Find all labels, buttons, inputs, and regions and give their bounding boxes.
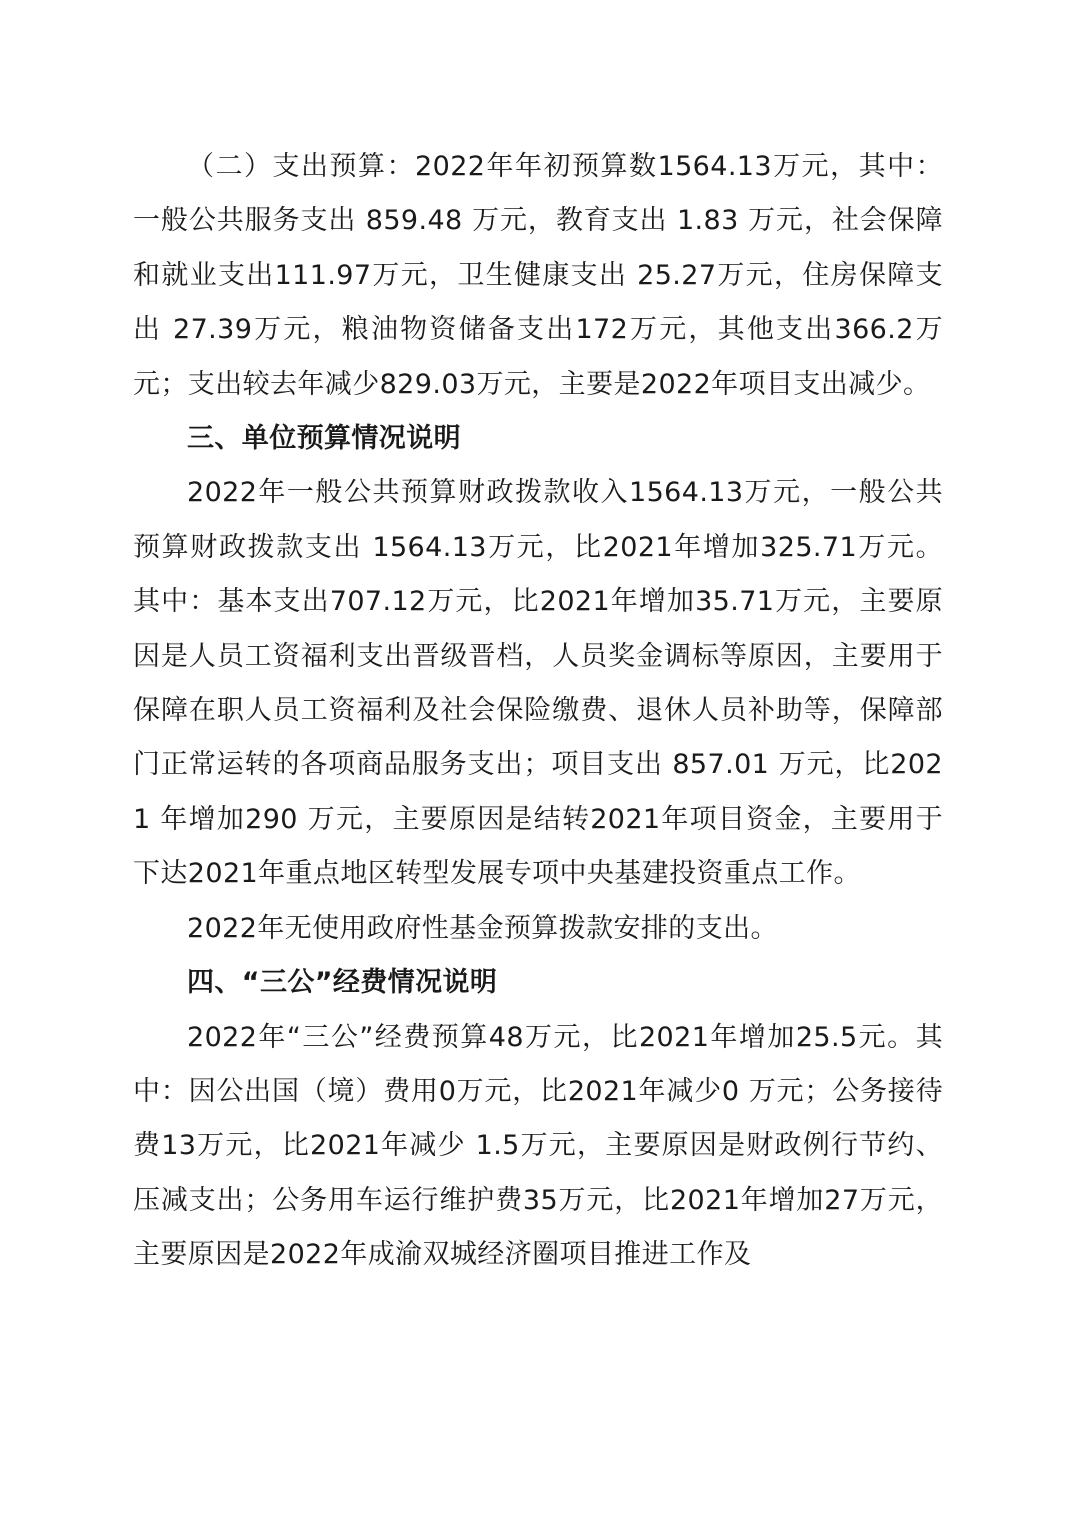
paragraph-unit-budget: 2022年一般公共预算财政拨款收入1564.13万元，一般公共预算财政拨款支出 1564.13万元，比2021年增加325.71万元。其中：基本支出707.12万元，比2021年增加35.71万元，主要原因是人员工资福利支出晋级晋档，人员奖金调标等原因，主要用于保障在职人员工资福利及社会保险缴费、退休人员补助等，保障部门正常运转的各项商品服务支出；项目支出 857.01 万元，比2021 年增加290 万元，主要原因是结转2021年项目资金，主要用于下达2021年重点地区转型发展专项中央基建投资重点工作。: [133, 477, 943, 890]
paragraph-government-fund: 2022年无使用政府性基金预算拨款安排的支出。: [187, 912, 778, 944]
section-heading-three-public-expenses: 四、“三公”经费情况说明: [187, 967, 498, 999]
paragraph-expenditure-budget: （二）支出预算：2022年年初预算数1564.13万元，其中：一般公共服务支出 859.48 万元，教育支出 1.83 万元，社会保障和就业支出111.97万元，卫生健康支出 25.27万元，住房保障支出 27.39万元，粮油物资储备支出172万元，其他支出366.2万元；支出较去年减少829.03万元，主要是2022年项目支出减少。: [133, 151, 943, 400]
paragraph-three-public-expenses: 2022年“三公”经费预算48万元，比2021年增加25.5元。其中：因公出国（境）费用0万元，比2021年减少0 万元；公务接待费13万元，比2021年减少 1.5万元，主要原因是财政例行节约、压减支出；公务用车运行维护费35万元，比2021年增加27万元，主要原因是2022年成渝双城经济圈项目推进工作及: [133, 1021, 943, 1271]
document-page: [133, 140, 943, 1283]
section-heading-unit-budget: 三、单位预算情况说明: [187, 423, 461, 455]
